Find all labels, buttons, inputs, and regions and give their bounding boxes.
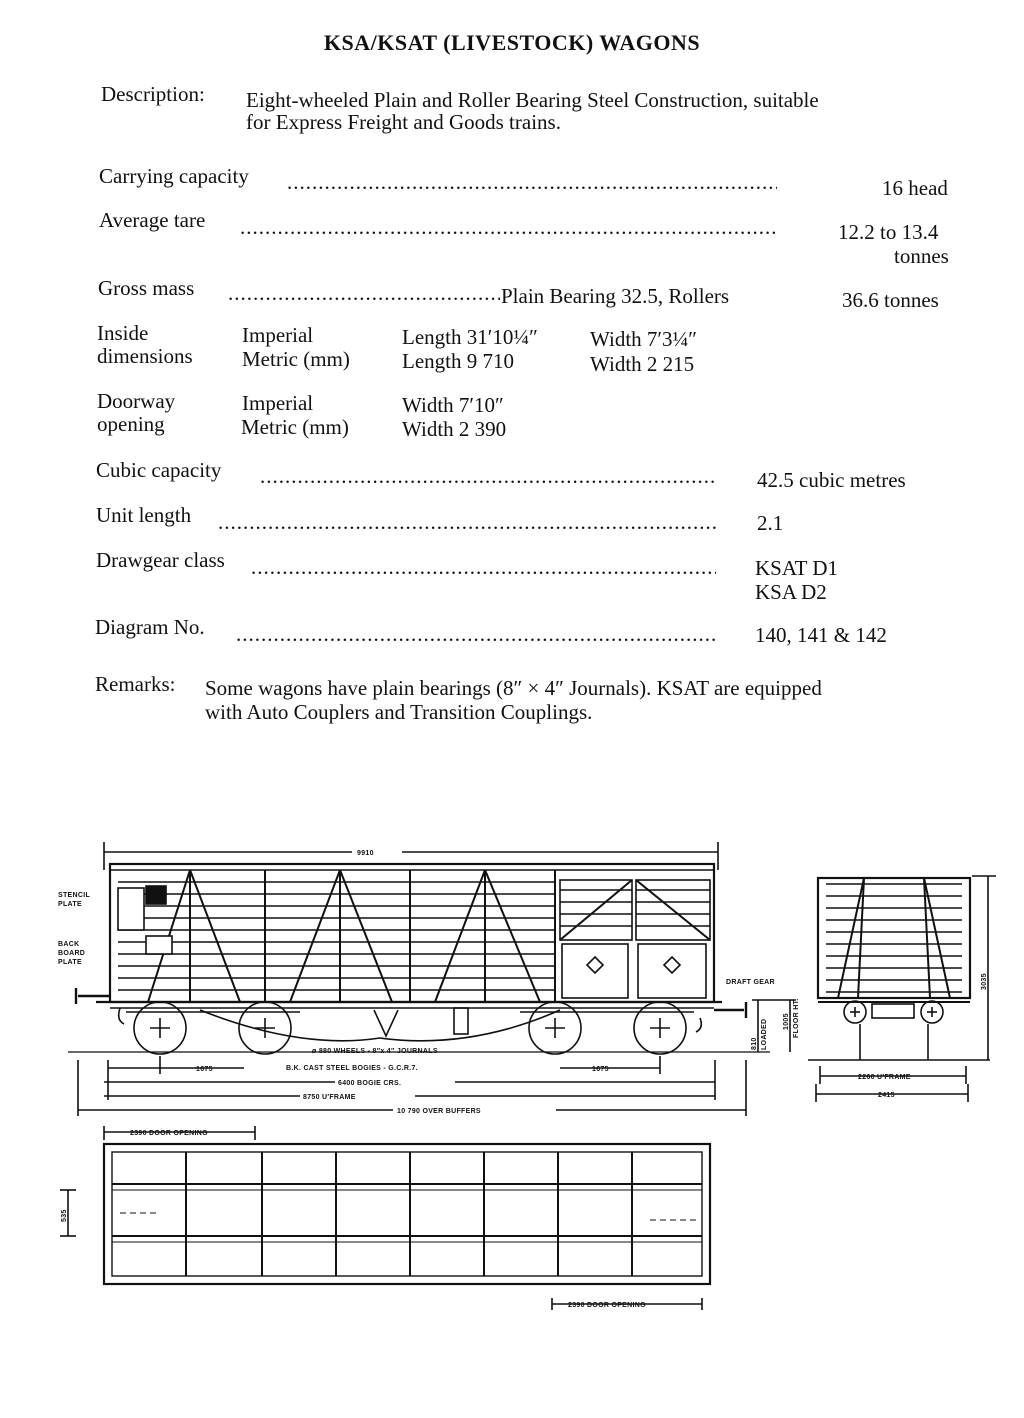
over-buffers-label: 10 790 OVER BUFFERS xyxy=(397,1108,481,1115)
bogies-label: B.K. CAST STEEL BOGIES - G.C.R.7. xyxy=(286,1065,418,1072)
doorway-label-1: Doorway xyxy=(97,389,176,413)
inside-metric-length: Length 9 710 xyxy=(402,349,514,373)
average-tare-label: Average tare xyxy=(99,208,206,232)
remarks-line-2: with Auto Couplers and Transition Couplings. xyxy=(205,700,593,724)
remarks-label: Remarks: xyxy=(95,672,176,696)
draft-gear-label: DRAFT GEAR xyxy=(726,979,775,986)
dim-1675-right-label: 1675 xyxy=(592,1066,609,1073)
unit-length-label: Unit length xyxy=(96,503,192,527)
back-board-label-1: BACK xyxy=(58,941,80,948)
stencil-plate-label-2: PLATE xyxy=(58,901,82,908)
inside-imperial-label: Imperial xyxy=(242,323,314,347)
unit-length-value: 2.1 xyxy=(757,511,784,535)
remarks-line-1: Some wagons have plain bearings (8″ × 4″ Journals). KSAT are equipped xyxy=(205,676,822,700)
doorway-imperial-width: Width 7′10″ xyxy=(402,393,504,417)
cubic-capacity-label: Cubic capacity xyxy=(96,458,222,482)
gross-mass-middle: Plain Bearing 32.5, Rollers xyxy=(501,284,730,308)
carrying-capacity-label: Carrying capacity xyxy=(99,164,249,188)
cubic-capacity-value: 42.5 cubic metres xyxy=(757,468,906,492)
gross-mass-label: Gross mass xyxy=(98,276,195,300)
loaded-height-label-2: LOADED xyxy=(761,1018,768,1050)
description-line-1: Eight-wheeled Plain and Roller Bearing Steel Construction, suitable xyxy=(246,88,819,112)
average-tare-value-1: 12.2 to 13.4 xyxy=(838,220,939,244)
inside-imperial-length: Length 31′10¼″ xyxy=(402,325,538,349)
gross-mass-value: 36.6 tonnes xyxy=(842,288,939,312)
average-tare-value-2: tonnes xyxy=(894,244,949,268)
diagram-no-value: 140, 141 & 142 xyxy=(755,623,887,647)
inside-metric-width: Width 2 215 xyxy=(590,352,695,376)
wheels-label: ø 880 WHEELS - 8″x 4″ JOURNALS xyxy=(312,1048,438,1055)
doorway-metric-label: Metric (mm) xyxy=(241,415,349,439)
drawgear-class-label: Drawgear class xyxy=(96,548,225,572)
back-board-label-2: BOARD xyxy=(58,950,86,957)
end-underframe-label: 2260 U′FRAME xyxy=(858,1074,911,1081)
inside-dimensions-label-1: Inside xyxy=(97,321,149,345)
carrying-capacity-value: 16 head xyxy=(882,176,948,200)
plan-dim-label: 535 xyxy=(61,1209,68,1222)
overall-length-label: 9910 xyxy=(357,850,374,857)
description-line-2: for Express Freight and Goods trains. xyxy=(246,110,561,134)
plan-view xyxy=(60,1126,710,1310)
floor-height-label-2: FLOOR HT. xyxy=(793,998,800,1038)
doorway-label-2: opening xyxy=(97,412,165,436)
side-elevation xyxy=(68,842,796,1116)
loaded-height-label-1: 810 xyxy=(751,1037,758,1050)
door-opening-bottom-label: 2390 DOOR OPENING xyxy=(568,1302,646,1309)
inside-imperial-width: Width 7′3¼″ xyxy=(590,327,697,351)
description-label: Description: xyxy=(101,82,205,106)
underframe-label: 8750 U′FRAME xyxy=(303,1094,356,1101)
floor-height-label-1: 1005 xyxy=(783,1013,790,1030)
doorway-imperial-label: Imperial xyxy=(242,391,314,415)
page-title: KSA/KSAT (LIVESTOCK) WAGONS xyxy=(323,30,701,55)
end-elevation xyxy=(808,876,996,1102)
end-width-label: 2415 xyxy=(878,1092,895,1099)
doorway-metric-width: Width 2 390 xyxy=(402,417,507,441)
end-height-label: 3035 xyxy=(981,973,988,990)
bogie-centres-label: 6400 BOGIE CRS. xyxy=(338,1080,402,1087)
drawgear-class-value-2: KSA D2 xyxy=(755,580,827,604)
door-opening-top-label: 2390 DOOR OPENING xyxy=(130,1130,208,1137)
stencil-plate-label-1: STENCIL xyxy=(58,892,91,899)
drawgear-class-value-1: KSAT D1 xyxy=(755,556,839,580)
inside-dimensions-label-2: dimensions xyxy=(97,344,193,368)
inside-metric-label: Metric (mm) xyxy=(242,347,350,371)
diagram-no-label: Diagram No. xyxy=(95,615,205,639)
dim-1675-left-label: 1675 xyxy=(196,1066,213,1073)
back-board-label-3: PLATE xyxy=(58,959,82,966)
